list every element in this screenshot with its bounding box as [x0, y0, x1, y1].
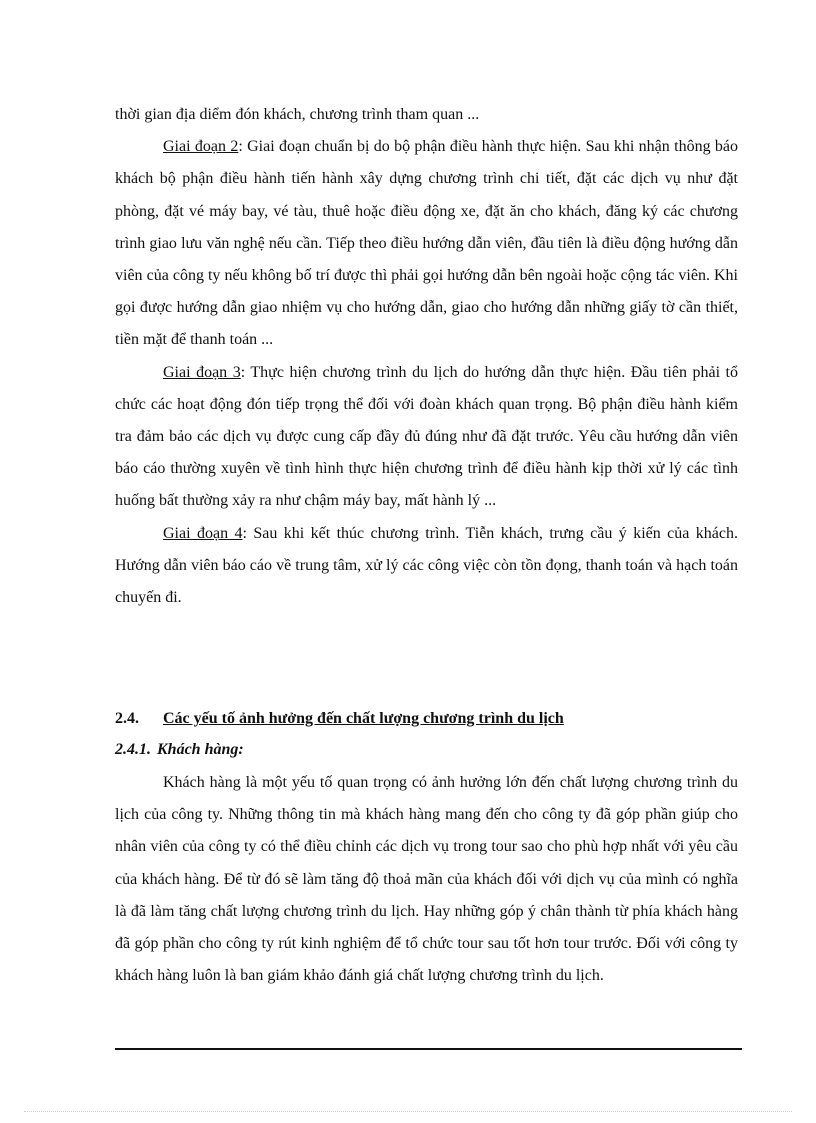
body-text-block	[115, 99, 738, 614]
stage-label: Giai đoạn 4	[163, 524, 243, 542]
paragraph-stage-2	[115, 131, 738, 356]
paragraph-stage-4	[115, 518, 738, 615]
paragraph-stage-3	[115, 357, 738, 518]
paragraph: Khách hàng là một yếu tố quan trọng có ảnh hưởng lớn đến chất lượng chương trình du lịch của công ty. Những thông tin mà khách hàng mang đến cho công ty đã góp phần giúp cho nhân viên của công ty có thể điều chỉnh các dịch vụ trong tour sao cho phù hợp nhất với yêu cầu của khách hàng. Để từ đó sẽ làm tăng độ thoả mãn của khách đối với dịch vụ của mình có nghĩa là đã làm tăng chất lượng chương trình du lịch. Hay những góp ý chân thành từ phía khách hàng đã góp phần cho công ty rút kinh nghiệm để tổ chức tour sau tốt hơn tour trước. Đối với công ty khách hàng luôn là ban giám khảo đánh giá chất lượng chương trình du lịch.	[115, 774, 738, 985]
subsection-heading	[115, 738, 244, 762]
stage-label: Giai đoạn 3	[163, 363, 241, 381]
paragraph-text: : Sau khi kết thúc chương trình. Tiễn khách, trưng cầu ý kiến của khách. Hướng dẫn viên báo cáo về trung tâm, xử lý các công việc còn tồn đọng, thanh toán và hạch toán chuyến đi.	[115, 524, 738, 607]
paragraph-text: : Giai đoạn chuẩn bị do bộ phận điều hành thực hiện. Sau khi nhận thông báo khách bộ phận điều hành tiến hành xây dựng chương trình chi tiết, đặt các dịch vụ như đặt phòng, đặt vé máy bay, vé tàu, thuê hoặc điều động xe, đặt ăn cho khách, đăng ký các chương trình giao lưu văn nghệ nếu cần. Tiếp theo điều hướng dẫn viên, đầu tiên là điều động hướng dẫn viên của công ty nếu không bố trí được thì phải gọi hướng dẫn bên ngoài hoặc cộng tác viên. Khi gọi được hướng dẫn giao nhiệm vụ cho hướng dẫn, giao cho hướng dẫn những giấy tờ cần thiết, tiền mặt để thanh toán ...	[115, 138, 738, 349]
section-heading	[115, 707, 564, 731]
stage-label: Giai đoạn 2	[163, 138, 239, 156]
page-edge-divider	[24, 1111, 792, 1112]
section-title: Các yếu tố ảnh hưởng đến chất lượng chương trình du lịch	[163, 710, 564, 727]
paragraph: thời gian địa diểm đón khách, chương trình tham quan ...	[115, 106, 480, 123]
footer-rule	[115, 1048, 742, 1050]
subsection-number: 2.4.1.	[115, 741, 151, 758]
subsection-title: Khách hàng:	[157, 741, 244, 758]
paragraph-text: : Thực hiện chương trình du lịch do hướng dẫn thực hiện. Đầu tiên phải tổ chức các hoạt động đón tiếp trọng thể đối với đoàn khách quan trọng. Bộ phận điều hành kiểm tra đảm bảo các dịch vụ được cung cấp đầy đủ đúng như đã đặt trước. Yêu cầu hướng dẫn viên báo cáo thường xuyên về tình hình thực hiện chương trình để điều hành kịp thời xử lý các tình huống bất thường xảy ra như chậm máy bay, mất hành lý ...	[115, 363, 738, 510]
section-number: 2.4.	[115, 710, 139, 727]
body-text-block	[115, 767, 738, 992]
